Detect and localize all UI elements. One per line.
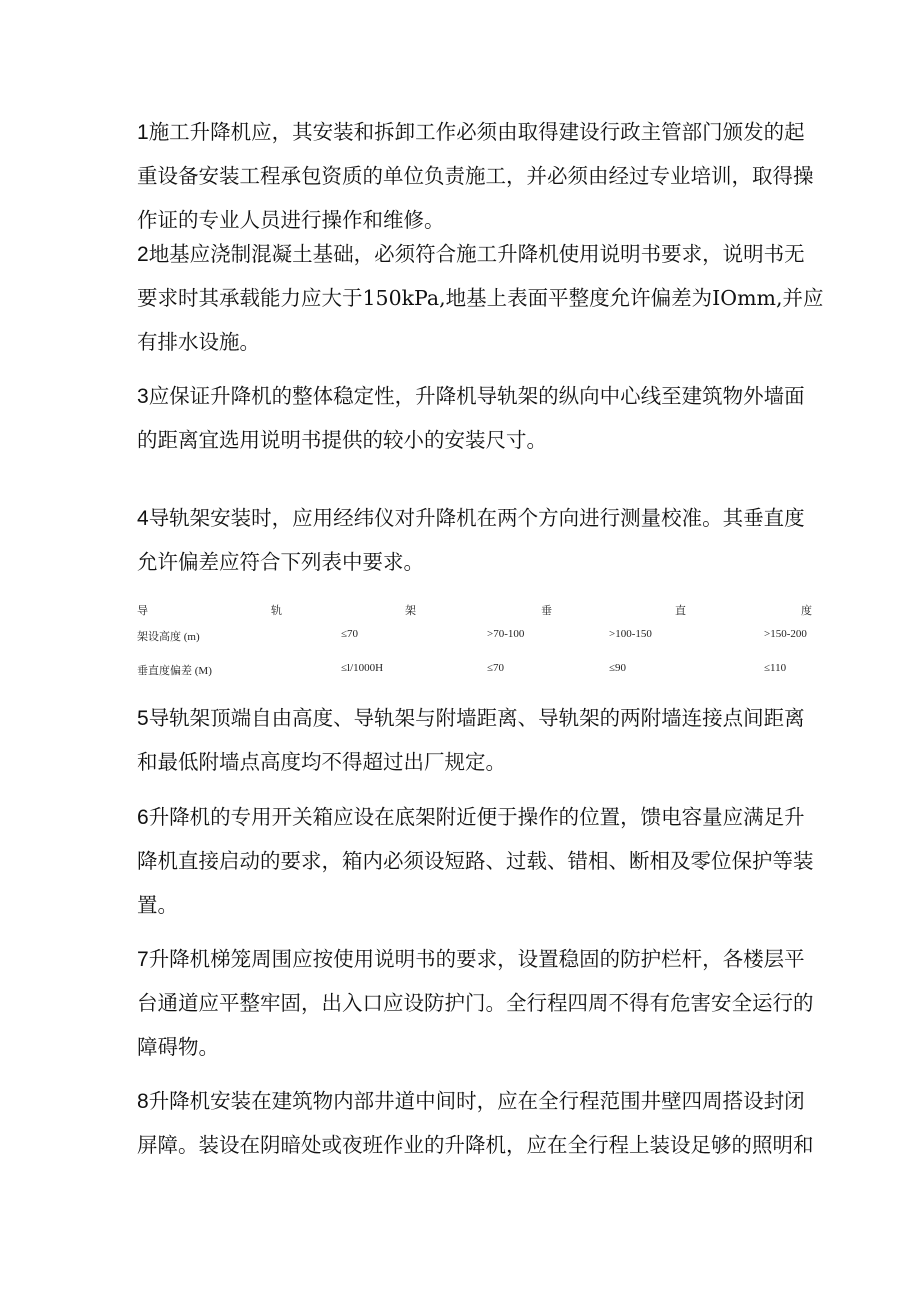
paragraph-line: 6升降机的专用开关箱应设在底架附近便于操作的位置，馈电容量应满足升	[137, 805, 805, 829]
table-cell: ≤l/1000H	[341, 662, 384, 674]
paragraph-line: 有排水设施。	[137, 330, 260, 354]
table-cell: >70-100	[487, 628, 525, 640]
table-cell: >150-200	[764, 628, 807, 640]
paragraph-line: 5导轨架顶端自由高度、导轨架与附墙距离、导轨架的两附墙连接点间距离	[137, 706, 805, 730]
paragraph-line: 置。	[137, 893, 178, 917]
paragraph-2	[137, 232, 824, 364]
paragraph-line: 要求时其承载能力应大于150kPa,地基上表面平整度允许偏差为IOmm,并应	[137, 286, 824, 310]
table-cell: 架设高度 (m)	[137, 631, 200, 643]
paragraph-number: 7	[137, 948, 149, 971]
paragraph-line: 屏障。装设在阴暗处或夜班作业的升降机，应在全行程上装设足够的照明和	[137, 1133, 814, 1157]
paragraph-line: 4导轨架安装时，应用经纬仪对升降机在两个方向进行测量校准。其垂直度	[137, 506, 805, 530]
paragraph-number: 4	[137, 507, 149, 530]
paragraph-line: 重设备安装工程承包资质的单位负责施工，并必须由经过专业培训，取得操	[137, 164, 814, 188]
table-row	[137, 628, 817, 648]
paragraph-number: 3	[137, 385, 149, 408]
paragraph-line: 障碍物。	[137, 1035, 219, 1059]
paragraph-number: 8	[137, 1090, 149, 1113]
table-cell: ≤70	[487, 662, 505, 674]
paragraph-7	[137, 937, 817, 1069]
paragraph-6	[137, 795, 817, 927]
paragraph-3	[137, 374, 817, 462]
paragraph-number: 2	[137, 243, 149, 266]
table-header-char: 度	[801, 605, 812, 617]
paragraph-line: 作证的专业人员进行操作和维修。	[137, 208, 445, 232]
paragraph-number: 6	[137, 806, 149, 829]
paragraph-line: 和最低附墙点高度均不得超过出厂规定。	[137, 750, 506, 774]
paragraph-line: 8升降机安装在建筑物内部井道中间时，应在全行程范围井壁四周搭设封闭	[137, 1089, 805, 1113]
paragraph-line: 允许偏差应符合下列表中要求。	[137, 550, 424, 574]
paragraph-line: 7升降机梯笼周围应按使用说明书的要求，设置稳固的防护栏杆，各楼层平	[137, 947, 805, 971]
table-header-char: 直	[675, 605, 686, 617]
paragraph-1	[137, 110, 817, 242]
table-cell: ≤90	[609, 662, 627, 674]
paragraph-number: 1	[137, 121, 149, 144]
paragraph-line: 3应保证升降机的整体稳定性，升降机导轨架的纵向中心线至建筑物外墙面	[137, 384, 805, 408]
paragraph-line: 1施工升降机应，其安装和拆卸工作必须由取得建设行政主管部门颁发的起	[137, 120, 805, 144]
paragraph-line: 台通道应平整牢固，出入口应设防护门。全行程四周不得有危害安全运行的	[137, 991, 814, 1015]
paragraph-line: 的距离宜选用说明书提供的较小的安装尺寸。	[137, 428, 547, 452]
table-cell: ≤110	[764, 662, 787, 674]
table-header-char: 架	[405, 605, 416, 617]
paragraph-line: 降机直接启动的要求，箱内必须设短路、过载、错相、断相及零位保护等装	[137, 849, 814, 873]
table-cell: 垂直度偏差 (M)	[137, 665, 212, 677]
table-cell: >100-150	[609, 628, 652, 640]
paragraph-5	[137, 696, 817, 784]
table-cell: ≤70	[341, 628, 359, 640]
paragraph-line: 2地基应浇制混凝土基础，必须符合施工升降机使用说明书要求，说明书无	[137, 242, 805, 266]
table-header-char: 导	[137, 605, 148, 617]
table-header	[137, 602, 812, 622]
table-header-char: 轨	[271, 605, 282, 617]
table-header-char: 垂	[541, 605, 552, 617]
paragraph-8	[137, 1079, 817, 1167]
paragraph-4	[137, 496, 817, 584]
table-row	[137, 662, 817, 682]
paragraph-number: 5	[137, 707, 149, 730]
